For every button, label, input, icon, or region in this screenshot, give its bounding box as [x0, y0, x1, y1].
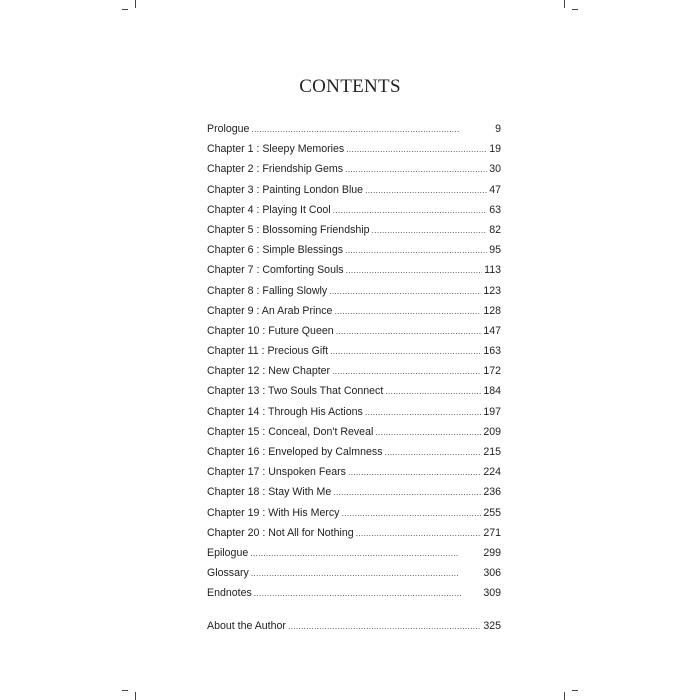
- toc-entry-page: 9: [495, 123, 501, 135]
- toc-entry-label: Chapter 10 : Future Queen: [207, 324, 334, 337]
- toc-entry: [207, 301, 501, 321]
- toc-leader-dots: [333, 200, 488, 220]
- toc-entry: [207, 523, 501, 543]
- toc-entry-label: Chapter 7 : Comforting Souls: [207, 264, 344, 277]
- toc-entry: [207, 321, 501, 341]
- toc-leader-dots: [365, 402, 481, 422]
- toc-entry-label: Chapter 2 : Friendship Gems: [207, 163, 344, 176]
- toc-entry-page: 271: [483, 526, 501, 539]
- toc-entry-label: Chapter 20 : Not All for Nothing: [207, 526, 354, 539]
- toc-entry-page: 325: [483, 619, 501, 632]
- crop-mark-bottom-right-vertical: [564, 692, 565, 700]
- toc-entry-label: Chapter 3 : Painting London Blue: [207, 183, 364, 196]
- toc-leader-dots: [329, 281, 481, 301]
- toc-entry-label: Chapter 14 : Through His Actions: [207, 405, 363, 418]
- crop-mark-top-right: [572, 9, 578, 10]
- crop-mark-bottom-left-vertical: [135, 692, 136, 700]
- toc-entry: [207, 240, 501, 260]
- toc-entry: [207, 422, 501, 442]
- toc-entry-label: About the Author: [207, 619, 286, 632]
- toc-entry-label: Chapter 18 : Stay With Me: [207, 486, 332, 499]
- toc-entry: [207, 341, 501, 361]
- toc-entry-label: Epilogue: [207, 546, 249, 559]
- contents-title: CONTENTS: [299, 76, 401, 97]
- toc-leader-dots: [334, 301, 481, 321]
- toc-entry-label: Chapter 8 : Falling Slowly: [207, 284, 328, 297]
- crop-mark-bottom-right: [572, 690, 578, 691]
- toc-entry: [207, 159, 501, 179]
- toc-entry-label: Endnotes: [207, 587, 252, 600]
- toc-entry-label: Chapter 12 : New Chapter: [207, 365, 331, 378]
- toc-entry: [207, 200, 501, 220]
- toc-entry: [207, 361, 501, 381]
- toc-leader-dots: [385, 442, 482, 462]
- toc-entry-page: 224: [483, 466, 501, 479]
- toc-entry-page: 19: [489, 143, 501, 156]
- toc-leader-dots: [250, 543, 481, 563]
- toc-leader-dots: [345, 240, 487, 260]
- toc-entry: [207, 139, 501, 159]
- toc-entry-page: 215: [483, 446, 501, 458]
- toc-entry-page: 47: [489, 183, 501, 196]
- toc-entry-page: 172: [483, 365, 501, 378]
- toc-entry-page: 163: [483, 345, 501, 358]
- toc-entry: [207, 543, 501, 563]
- toc-entry-label: Chapter 4 : Playing It Cool: [207, 203, 331, 216]
- toc-entry-page: 236: [483, 486, 501, 499]
- table-of-contents: [207, 119, 501, 636]
- toc-entry: [207, 180, 501, 200]
- toc-entry: [207, 260, 501, 280]
- toc-entry-label: Prologue: [207, 123, 250, 135]
- toc-leader-dots: [333, 482, 481, 502]
- toc-entry-label: Chapter 6 : Simple Blessings: [207, 244, 344, 257]
- crop-mark-top-left-vertical: [135, 0, 136, 8]
- toc-entry-label: Chapter 15 : Conceal, Don't Reveal: [207, 425, 374, 438]
- toc-entry-label: Chapter 13 : Two Souls That Connect: [207, 385, 384, 398]
- toc-entry-page: 255: [483, 506, 501, 519]
- toc-entry-page: 147: [483, 324, 501, 337]
- toc-entry: [207, 402, 501, 422]
- toc-entry-label: Chapter 19 : With His Mercy: [207, 506, 340, 519]
- toc-entry: [207, 220, 501, 240]
- toc-leader-dots: [346, 260, 483, 280]
- toc-leader-dots: [365, 180, 487, 200]
- toc-entry-label: Chapter 17 : Unspoken Fears: [207, 466, 346, 479]
- toc-leader-dots: [251, 563, 482, 583]
- crop-mark-bottom-left: [122, 690, 128, 691]
- toc-entry: [207, 563, 501, 583]
- toc-entry-about-author: [207, 616, 501, 636]
- toc-entry-page: 123: [483, 284, 501, 297]
- toc-entry-page: 197: [483, 405, 501, 418]
- toc-entry-page: 306: [483, 567, 501, 580]
- toc-entry-page: 30: [489, 163, 501, 176]
- toc-entry: [207, 381, 501, 401]
- toc-leader-dots: [346, 139, 487, 159]
- toc-entry: [207, 442, 501, 462]
- crop-mark-top-left: [122, 9, 128, 10]
- toc-leader-dots: [332, 361, 481, 381]
- toc-entry-page: 63: [489, 203, 501, 216]
- toc-entry-page: 82: [489, 223, 501, 236]
- toc-entry-page: 309: [483, 587, 501, 600]
- toc-entry: [207, 583, 501, 603]
- toc-entry-page: 113: [484, 264, 501, 277]
- toc-entry: [207, 281, 501, 301]
- toc-entry-label: Chapter 9 : An Arab Prince: [207, 304, 333, 317]
- toc-leader-dots: [254, 583, 482, 603]
- toc-leader-dots: [288, 616, 481, 636]
- toc-entry: [207, 482, 501, 502]
- toc-entry-label: Chapter 5 : Blossoming Friendship: [207, 223, 370, 236]
- toc-leader-dots: [375, 422, 481, 442]
- toc-entry-label: Chapter 1 : Sleepy Memories: [207, 143, 345, 156]
- toc-leader-dots: [372, 220, 488, 240]
- toc-leader-dots: [336, 321, 482, 341]
- toc-leader-dots: [341, 503, 481, 523]
- toc-entry-page: 299: [483, 546, 501, 559]
- toc-entry-page: 95: [489, 244, 501, 257]
- toc-leader-dots: [330, 341, 481, 361]
- crop-mark-top-right-vertical: [564, 0, 565, 8]
- toc-leader-dots: [356, 523, 482, 543]
- toc-entry-label: Chapter 11 : Precious Gift: [207, 345, 329, 358]
- toc-entry: [207, 119, 501, 139]
- toc-entry-label: Chapter 16 : Enveloped by Calmness: [207, 446, 383, 458]
- toc-leader-dots: [385, 381, 481, 401]
- toc-leader-dots: [348, 462, 481, 482]
- toc-entry: [207, 503, 501, 523]
- toc-entry: [207, 462, 501, 482]
- toc-entry-page: 184: [483, 385, 501, 398]
- toc-leader-dots: [251, 119, 493, 139]
- toc-leader-dots: [345, 159, 487, 179]
- toc-entry-page: 128: [483, 304, 501, 317]
- toc-entry-label: Glossary: [207, 567, 249, 580]
- toc-entry-page: 209: [483, 425, 501, 438]
